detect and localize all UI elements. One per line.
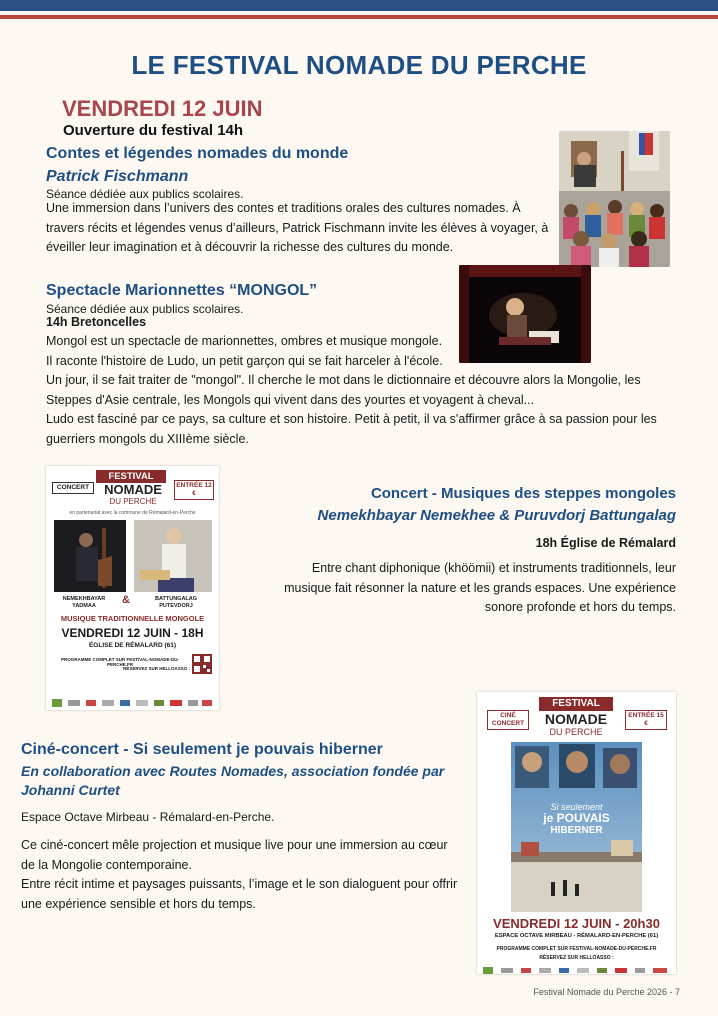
desc-line: Ludo est fasciné par ce pays, sa culture et son histoire. Petit à petit, il va s'affirmer grâce à sa passion pour les: [46, 412, 657, 426]
desc-line: une expérience sensible et hors du temps.: [21, 896, 256, 911]
musician-left-photo: [54, 520, 126, 592]
storyteller-photo: [559, 131, 670, 267]
poster-perche-word: DU PERCHE: [549, 727, 603, 737]
poster-nomade-word: NOMADE: [104, 482, 162, 497]
day-date: VENDREDI 12 JUIN: [62, 96, 263, 121]
poster-program: PROGRAMME COMPLET SUR FESTIVAL-NOMADE-DU-PERCHE.FR: [496, 946, 657, 952]
event1-note: Séance dédiée aux publics scolaires.: [46, 187, 244, 201]
page-title: LE FESTIVAL NOMADE DU PERCHE: [131, 50, 587, 80]
top-border-blue: [0, 0, 718, 11]
poster-book: RÉSERVEZ SUR HELLOASSO :: [123, 666, 190, 671]
desc-line: guerriers mongols du XIIIème siècle.: [46, 431, 249, 446]
desc-line: Steppes d'Asie centrale, les Mongols qui vivent dans des yourtes et voyagent à cheval...: [46, 392, 535, 407]
desc-line: sonore profonde et hors du temps.: [484, 600, 676, 614]
event4-collaboration: [21, 762, 461, 800]
event3-artists: Nemekhbayar Nemekhee & Puruvdorj Battungalag: [317, 507, 676, 524]
page-footer: Festival Nomade du Perche 2026 - 7: [533, 987, 680, 997]
poster-venue: ÉGLISE DE RÉMALARD (61): [88, 642, 177, 649]
event4-description: [21, 836, 471, 914]
desc-line: de la Mongolie contemporaine.: [21, 857, 192, 872]
event3-time-place: 18h Église de Rémalard: [535, 536, 676, 550]
desc-line: Un jour, il se fait traiter de "mongol". Il cherche le mot dans le dictionnaire et découvre alors la Mongolie, les: [46, 373, 641, 387]
concert-poster: [46, 466, 219, 710]
desc-line: travers récits et légendes venus d’ailleurs, Patrick Fischmann invite les élèves à voyager, à: [46, 220, 549, 235]
collab-line: Johanni Curtet: [21, 782, 120, 798]
collab-line: En collaboration avec Routes Nomades, association fondée par: [21, 763, 445, 779]
desc-line: musique fait résonner la nature et les grands espaces. Une expérience: [284, 580, 676, 595]
musician-right-photo: [134, 520, 212, 592]
poster-amp: &: [122, 594, 130, 606]
cine-concert-poster: [477, 692, 676, 974]
poster-venue: ESPACE OCTAVE MIRBEAU - RÉMALARD-EN-PERCHE (61): [494, 933, 659, 939]
sponsor-logos: [50, 695, 215, 705]
event1-title: Contes et légendes nomades du monde: [46, 145, 349, 162]
poster-concert-tag: CONCERT: [52, 482, 94, 494]
event3-description: [246, 559, 676, 618]
poster-partner: en partenariat avec la commune de Rémalard-en-Perche: [69, 510, 196, 516]
event4-title: Ciné-concert - Si seulement je pouvais hiberner: [21, 741, 383, 758]
film-title-line3: HIBERNER: [550, 825, 603, 836]
poster-date: VENDREDI 12 JUIN - 20h30: [493, 916, 660, 931]
puppet-show-photo: [459, 265, 591, 363]
qr-code-icon: [192, 654, 212, 674]
film-title-line2: je POUVAIS: [543, 811, 610, 825]
poster-program: PROGRAMME COMPLET SUR FESTIVAL-NOMADE-DU-PERCHE.FR: [61, 657, 179, 667]
poster-date: VENDREDI 12 JUIN - 18H: [61, 626, 204, 640]
desc-line: éveiller leur imagination et à découvrir la richesse des cultures du monde.: [46, 240, 454, 254]
event2-note: Séance dédiée aux publics scolaires.: [46, 302, 244, 316]
poster-artist-left: NEMEKHBAYAR YADMAA: [62, 596, 106, 609]
poster-cine-tag: CINÉ CONCERT: [487, 710, 529, 730]
poster-perche-word: DU PERCHE: [109, 497, 157, 506]
event1-description: [46, 199, 561, 258]
event2-time-place: 14h Bretoncelles: [46, 315, 147, 329]
opening-time: Ouverture du festival 14h: [63, 122, 244, 139]
film-title-line1: Si seulement: [550, 802, 603, 812]
poster-festival-word: FESTIVAL: [96, 470, 166, 483]
poster-nomade-word: NOMADE: [544, 711, 608, 727]
event1-artist: Patrick Fischmann: [46, 168, 189, 185]
desc-line: Ce ciné-concert mêle projection et musique live pour une immersion au cœur: [21, 838, 448, 852]
poster-artist-right: BATTUNGALAG PUTEVDORJ: [154, 596, 198, 609]
poster-genre: MUSIQUE TRADITIONNELLE MONGOLE: [60, 614, 205, 623]
desc-line: Entre récit intime et paysages puissants, l’image et le son dialoguent pour offrir: [21, 877, 458, 891]
desc-line: Mongol est un spectacle de marionnettes, ombres et musique mongole.: [46, 334, 443, 348]
desc-line: Il raconte l'histoire de Ludo, un petit garçon qui se fait harceler à l'école.: [46, 353, 443, 368]
desc-line: Entre chant diphonique (khöömii) et instruments traditionnels, leur: [311, 561, 676, 575]
poster-book: RÉSERVEZ SUR HELLOASSO :: [539, 955, 614, 961]
top-border-red: [0, 15, 718, 19]
poster-entry-tag: ENTRÉE 12 €: [174, 480, 214, 500]
poster-entry-tag: ENTRÉE 15 €: [625, 710, 667, 730]
desc-line: Une immersion dans l’univers des contes et traditions orales des cultures nomades. À: [46, 201, 521, 215]
event4-place: Espace Octave Mirbeau - Rémalard-en-Perche.: [21, 810, 275, 824]
sponsor-logos: [481, 962, 672, 971]
event2-title: Spectacle Marionnettes “MONGOL”: [46, 282, 318, 299]
poster-festival-word: FESTIVAL: [539, 697, 613, 711]
event3-title: Concert - Musiques des steppes mongoles: [370, 485, 676, 502]
